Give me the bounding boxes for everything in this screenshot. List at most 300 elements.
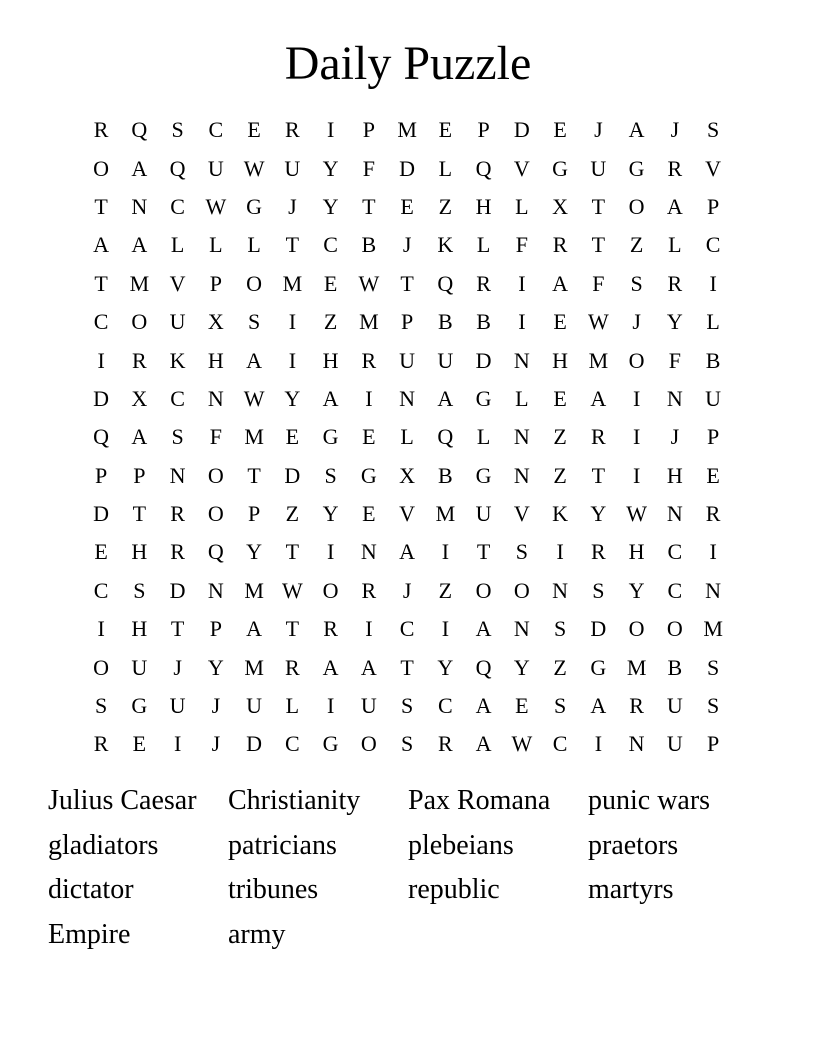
- grid-letter: H: [475, 193, 492, 219]
- grid-letter: G: [246, 193, 263, 219]
- grid-row: [82, 648, 732, 686]
- grid-letter: G: [322, 424, 339, 450]
- grid-letter: J: [288, 193, 297, 219]
- grid-letter: U: [246, 693, 263, 719]
- grid-letter: Q: [437, 270, 454, 296]
- grid-letter: U: [666, 731, 683, 757]
- grid-letter: A: [590, 385, 607, 411]
- word-list-item: dictator: [48, 874, 134, 905]
- grid-letter: E: [94, 539, 108, 565]
- grid-letter: X: [131, 385, 148, 411]
- grid-letter: N: [666, 501, 683, 527]
- grid-letter: G: [475, 462, 492, 488]
- grid-letter: I: [326, 693, 335, 719]
- word-list-item: martyrs: [588, 874, 674, 905]
- grid-letter: C: [323, 232, 338, 258]
- grid-letter: M: [435, 501, 456, 527]
- word-list-item: army: [228, 918, 286, 950]
- grid-letter: T: [400, 654, 414, 680]
- grid-letter: N: [628, 731, 645, 757]
- grid-letter: P: [362, 117, 375, 143]
- grid-letter: I: [632, 385, 641, 411]
- grid-letter: Q: [437, 424, 454, 450]
- grid-letter: D: [590, 616, 607, 642]
- word-list-item: Pax Romana: [408, 785, 551, 816]
- grid-letter: L: [476, 232, 491, 258]
- grid-letter: K: [169, 347, 186, 373]
- grid-letter: G: [590, 654, 607, 680]
- grid-letter: S: [630, 270, 643, 296]
- grid-letter: U: [169, 309, 186, 335]
- grid-letter: L: [668, 232, 682, 258]
- grid-letter: U: [360, 693, 377, 719]
- grid-letter: A: [131, 155, 148, 181]
- grid-letter: W: [205, 193, 227, 219]
- grid-letter: C: [667, 539, 683, 565]
- grid-letter: I: [441, 616, 450, 642]
- grid-letter: T: [247, 462, 261, 488]
- grid-letter: P: [707, 424, 720, 450]
- grid-letter: M: [129, 270, 150, 296]
- grid-letter: D: [246, 731, 263, 757]
- grid-letter: O: [513, 577, 530, 603]
- grid-letter: U: [437, 347, 454, 373]
- grid-letter: D: [475, 347, 492, 373]
- grid-letter: O: [628, 347, 645, 373]
- grid-letter: H: [131, 616, 148, 642]
- grid-letter: A: [93, 232, 110, 258]
- grid-letter: U: [131, 654, 148, 680]
- grid-letter: S: [554, 693, 567, 719]
- grid-letter: W: [511, 731, 533, 757]
- grid-letter: O: [628, 193, 645, 219]
- grid-letter: E: [132, 731, 147, 757]
- grid-letter: R: [361, 577, 377, 603]
- grid-letter: M: [244, 424, 264, 450]
- grid-letter: E: [362, 501, 376, 527]
- grid-letter: I: [288, 309, 297, 335]
- grid-letter: M: [359, 309, 379, 335]
- grid-letter: H: [666, 462, 683, 488]
- grid-letter: S: [515, 539, 528, 565]
- grid-letter: S: [248, 309, 261, 335]
- grid-letter: A: [322, 654, 339, 680]
- grid-letter: M: [397, 117, 417, 143]
- grid-letter: F: [515, 232, 528, 258]
- grid-letter: L: [706, 309, 720, 335]
- grid-letter: W: [358, 270, 380, 296]
- grid-letter: G: [475, 385, 492, 411]
- grid-letter: O: [93, 654, 110, 680]
- grid-letter: A: [590, 693, 607, 719]
- grid-letter: E: [553, 385, 567, 411]
- grid-letter: Z: [323, 309, 338, 335]
- word-list: [48, 781, 768, 959]
- grid-row: [82, 687, 732, 725]
- grid-letter: Y: [628, 577, 645, 603]
- grid-letter: R: [93, 731, 109, 757]
- grid-letter: A: [552, 270, 569, 296]
- grid-row: [82, 572, 732, 610]
- grid-letter: E: [285, 424, 300, 450]
- word-list-item: gladiators: [48, 829, 159, 861]
- grid-letter: I: [288, 347, 297, 373]
- grid-letter: E: [553, 309, 567, 335]
- grid-letter: I: [97, 616, 105, 642]
- grid-letter: M: [244, 577, 264, 603]
- grid-letter: C: [93, 577, 109, 603]
- grid-letter: M: [626, 654, 647, 680]
- grid-letter: F: [362, 155, 375, 181]
- grid-letter: I: [365, 385, 373, 411]
- grid-letter: A: [475, 731, 492, 757]
- grid-letter: I: [365, 616, 373, 642]
- grid-letter: V: [513, 155, 530, 181]
- grid-letter: N: [360, 539, 377, 565]
- grid-letter: D: [169, 577, 186, 603]
- grid-letter: T: [285, 232, 300, 258]
- grid-letter: F: [209, 424, 222, 450]
- grid-letter: I: [97, 347, 105, 373]
- grid-row: [82, 265, 732, 303]
- grid-letter: S: [707, 693, 720, 719]
- grid-letter: J: [670, 117, 680, 143]
- grid-letter: T: [362, 193, 376, 219]
- grid-letter: O: [207, 462, 224, 488]
- word-list-item: republic: [408, 874, 500, 905]
- grid-row: [82, 303, 732, 341]
- grid-letter: I: [556, 539, 564, 565]
- grid-letter: I: [173, 731, 182, 757]
- grid-letter: S: [401, 693, 414, 719]
- grid-letter: F: [668, 347, 681, 373]
- grid-letter: R: [361, 347, 377, 373]
- grid-row: [82, 495, 732, 533]
- grid-letter: I: [709, 270, 717, 296]
- grid-letter: I: [594, 731, 603, 757]
- grid-letter: Y: [284, 385, 301, 411]
- grid-letter: C: [93, 309, 109, 335]
- grid-letter: W: [626, 501, 647, 527]
- grid-letter: S: [324, 462, 337, 488]
- grid-row: [82, 418, 732, 456]
- grid-letter: L: [209, 232, 223, 258]
- grid-letter: F: [592, 270, 605, 296]
- grid-row: [82, 610, 732, 648]
- grid-letter: Z: [553, 654, 567, 680]
- grid-letter: S: [592, 577, 605, 603]
- grid-letter: K: [552, 501, 569, 527]
- grid-letter: I: [518, 270, 526, 296]
- grid-letter: B: [476, 309, 491, 335]
- grid-letter: E: [553, 117, 567, 143]
- grid-letter: Z: [438, 193, 453, 219]
- grid-letter: R: [476, 270, 491, 296]
- grid-letter: A: [399, 539, 416, 565]
- grid-letter: R: [132, 347, 147, 373]
- grid-letter: O: [246, 270, 263, 296]
- grid-letter: Y: [207, 654, 224, 680]
- grid-letter: I: [441, 539, 450, 565]
- grid-letter: L: [285, 693, 300, 719]
- grid-letter: B: [667, 654, 683, 680]
- grid-letter: C: [285, 731, 300, 757]
- grid-letter: U: [169, 693, 186, 719]
- grid-letter: A: [475, 616, 492, 642]
- grid-letter: O: [207, 501, 224, 527]
- grid-letter: Z: [285, 501, 300, 527]
- grid-letter: Z: [553, 462, 567, 488]
- grid-letter: L: [400, 424, 414, 450]
- grid-letter: T: [94, 193, 108, 219]
- grid-letter: S: [171, 424, 184, 450]
- grid-letter: J: [173, 654, 182, 680]
- grid-letter: I: [326, 539, 335, 565]
- grid-letter: P: [707, 193, 720, 219]
- grid-letter: L: [515, 193, 529, 219]
- grid-letter: C: [552, 731, 568, 757]
- grid-letter: Z: [629, 232, 644, 258]
- puzzle-title: Daily Puzzle: [284, 37, 532, 90]
- grid-letter: H: [628, 539, 645, 565]
- grid-letter: W: [587, 309, 609, 335]
- grid-letter: K: [437, 232, 454, 258]
- grid-letter: X: [207, 309, 224, 335]
- grid-letter: W: [243, 385, 265, 411]
- word-list-item: praetors: [588, 829, 679, 861]
- grid-letter: O: [322, 577, 339, 603]
- grid-letter: L: [476, 424, 491, 450]
- grid-letter: J: [594, 117, 603, 143]
- grid-letter: I: [632, 462, 641, 488]
- grid-letter: E: [515, 693, 529, 719]
- grid-letter: E: [247, 117, 261, 143]
- grid-letter: V: [399, 501, 416, 527]
- grid-row: [82, 111, 732, 149]
- grid-letter: H: [131, 539, 148, 565]
- grid-letter: E: [362, 424, 376, 450]
- grid-letter: L: [438, 155, 453, 181]
- grid-letter: L: [247, 232, 261, 258]
- grid-letter: D: [93, 501, 110, 527]
- grid-letter: Q: [475, 654, 492, 680]
- grid-letter: S: [707, 654, 720, 680]
- grid-letter: B: [705, 347, 721, 373]
- grid-letter: A: [131, 232, 148, 258]
- grid-letter: G: [552, 155, 569, 181]
- grid-letter: Y: [322, 193, 339, 219]
- grid-letter: R: [591, 539, 606, 565]
- grid-letter: J: [402, 577, 412, 603]
- grid-letter: R: [629, 693, 644, 719]
- grid-letter: N: [705, 577, 722, 603]
- grid-letter: N: [513, 462, 530, 488]
- grid-letter: O: [131, 309, 148, 335]
- grid-letter: C: [705, 232, 721, 258]
- grid-letter: L: [515, 385, 529, 411]
- grid-letter: B: [438, 462, 453, 488]
- word-list-item: patricians: [228, 829, 337, 861]
- grid-row: [82, 226, 732, 264]
- grid-letter: N: [513, 347, 530, 373]
- grid-letter: R: [705, 501, 721, 527]
- grid-letter: J: [670, 424, 680, 450]
- grid-letter: W: [243, 155, 265, 181]
- grid-letter: S: [95, 693, 108, 719]
- grid-letter: R: [667, 155, 683, 181]
- grid-letter: N: [207, 385, 224, 411]
- grid-letter: N: [399, 385, 416, 411]
- grid-row: [82, 380, 732, 418]
- grid-letter: C: [667, 577, 683, 603]
- grid-letter: C: [399, 616, 415, 642]
- grid-letter: C: [170, 193, 185, 219]
- grid-letter: U: [590, 155, 607, 181]
- word-list-item: Julius Caesar: [48, 785, 197, 816]
- grid-letter: R: [323, 616, 338, 642]
- grid-letter: D: [284, 462, 301, 488]
- letter-grid: [82, 111, 732, 764]
- grid-letter: P: [707, 731, 720, 757]
- grid-letter: N: [207, 577, 224, 603]
- grid-letter: P: [401, 309, 414, 335]
- grid-letter: Q: [93, 424, 110, 450]
- grid-letter: T: [476, 539, 491, 565]
- grid-letter: Q: [169, 155, 186, 181]
- grid-letter: L: [170, 232, 185, 258]
- grid-letter: S: [171, 117, 184, 143]
- grid-letter: S: [707, 117, 720, 143]
- grid-row: [82, 341, 732, 379]
- grid-letter: E: [323, 270, 338, 296]
- grid-letter: G: [322, 731, 339, 757]
- grid-letter: A: [666, 193, 683, 219]
- grid-letter: V: [169, 270, 186, 296]
- grid-letter: E: [400, 193, 414, 219]
- grid-letter: R: [285, 117, 300, 143]
- grid-letter: P: [248, 501, 261, 527]
- grid-letter: B: [438, 309, 453, 335]
- grid-letter: P: [477, 117, 490, 143]
- grid-letter: I: [518, 309, 526, 335]
- grid-letter: G: [360, 462, 377, 488]
- grid-letter: D: [513, 117, 530, 143]
- grid-letter: Y: [246, 539, 263, 565]
- grid-letter: D: [399, 155, 416, 181]
- grid-letter: I: [632, 424, 641, 450]
- grid-letter: O: [628, 616, 645, 642]
- grid-letter: X: [399, 462, 416, 488]
- grid-row: [82, 149, 732, 187]
- grid-letter: U: [475, 501, 492, 527]
- grid-letter: P: [209, 270, 222, 296]
- grid-letter: U: [399, 347, 416, 373]
- grid-row: [82, 533, 732, 571]
- grid-letter: Y: [437, 654, 454, 680]
- grid-letter: T: [285, 616, 300, 642]
- grid-letter: T: [591, 462, 606, 488]
- grid-letter: Z: [553, 424, 567, 450]
- grid-letter: Z: [438, 577, 453, 603]
- grid-letter: M: [588, 347, 609, 373]
- grid-letter: A: [246, 616, 263, 642]
- grid-letter: W: [281, 577, 303, 603]
- grid-letter: Y: [322, 501, 339, 527]
- grid-letter: V: [705, 155, 722, 181]
- grid-letter: Y: [666, 309, 683, 335]
- grid-letter: N: [552, 577, 569, 603]
- grid-letter: B: [361, 232, 377, 258]
- word-list-item: plebeians: [408, 829, 514, 861]
- grid-letter: T: [170, 616, 185, 642]
- grid-letter: A: [437, 385, 454, 411]
- grid-letter: S: [133, 577, 146, 603]
- grid-letter: J: [632, 309, 641, 335]
- grid-letter: A: [322, 385, 339, 411]
- grid-letter: N: [131, 193, 148, 219]
- grid-letter: T: [94, 270, 108, 296]
- word-list-item: tribunes: [228, 874, 319, 905]
- grid-letter: A: [628, 117, 645, 143]
- grid-row: [82, 457, 732, 495]
- grid-letter: U: [284, 155, 301, 181]
- grid-letter: R: [552, 232, 568, 258]
- grid-letter: G: [628, 155, 645, 181]
- grid-letter: U: [207, 155, 224, 181]
- grid-letter: E: [706, 462, 720, 488]
- grid-letter: R: [438, 731, 453, 757]
- grid-letter: O: [360, 731, 377, 757]
- grid-letter: A: [475, 693, 492, 719]
- grid-letter: X: [552, 193, 569, 219]
- grid-letter: N: [666, 385, 683, 411]
- grid-letter: R: [591, 424, 606, 450]
- grid-letter: P: [209, 616, 222, 642]
- grid-letter: G: [131, 693, 148, 719]
- grid-letter: N: [513, 424, 530, 450]
- grid-letter: H: [322, 347, 339, 373]
- grid-letter: T: [591, 193, 606, 219]
- grid-letter: E: [438, 117, 453, 143]
- grid-letter: H: [207, 347, 224, 373]
- grid-letter: M: [703, 616, 723, 642]
- grid-letter: A: [360, 654, 377, 680]
- grid-letter: C: [208, 117, 224, 143]
- grid-letter: Y: [513, 654, 530, 680]
- grid-letter: C: [438, 693, 453, 719]
- grid-letter: N: [513, 616, 530, 642]
- word-list-item: punic wars: [588, 785, 711, 816]
- grid-letter: T: [132, 501, 147, 527]
- grid-letter: Q: [131, 117, 148, 143]
- grid-letter: T: [591, 232, 606, 258]
- grid-letter: V: [513, 501, 530, 527]
- grid-letter: Y: [322, 155, 339, 181]
- grid-letter: A: [131, 424, 148, 450]
- grid-row: [82, 188, 732, 226]
- grid-letter: P: [95, 462, 108, 488]
- grid-letter: O: [666, 616, 683, 642]
- grid-letter: J: [402, 232, 412, 258]
- grid-letter: J: [211, 693, 221, 719]
- grid-letter: R: [285, 654, 300, 680]
- grid-letter: U: [666, 693, 683, 719]
- grid-letter: R: [170, 501, 185, 527]
- grid-letter: Q: [207, 539, 224, 565]
- grid-letter: U: [705, 385, 722, 411]
- grid-letter: J: [211, 731, 221, 757]
- grid-letter: A: [246, 347, 263, 373]
